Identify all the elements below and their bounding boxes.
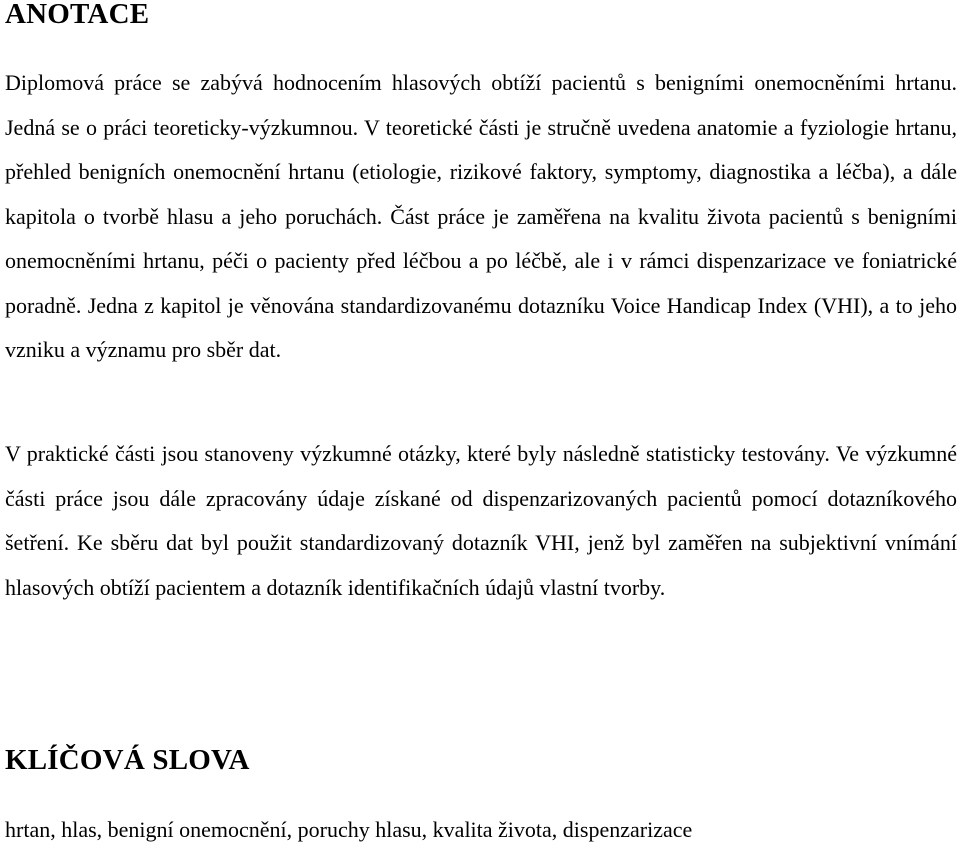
keywords-list: hrtan, hlas, benigní onemocnění, poruchy hlasu, kvalita života, dispenzarizace bbox=[5, 817, 693, 842]
keywords-heading: KLÍČOVÁ SLOVA bbox=[5, 744, 250, 776]
abstract-paragraph-2: V praktické části jsou stanoveny výzkumné otázky, které byly následně statisticky testovány. Ve výzkumné části práce jsou dále zpracovány údaje získané od dispenzarizovaných pacientů pomocí dotazníkového šetření. Ke sběru dat byl použit standardizovaný dotazník VHI, jenž byl zaměřen na subjektivní vnímání hlasových obtíží pacientem a dotazník identifikačních údajů vlastní tvorby. bbox=[5, 441, 957, 600]
abstract-heading: ANOTACE bbox=[5, 0, 150, 30]
abstract-paragraph-1: Diplomová práce se zabývá hodnocením hlasových obtíží pacientů s benigními onemocněními hrtanu. Jedná se o práci teoreticky-výzkumnou. V teoretické části je stručně uvedena anatomie a fyziologie hrtanu, přehled benigních onemocnění hrtanu (etiologie, rizikové faktory, symptomy, diagnostika a léčba), a dále kapitola o tvorbě hlasu a jeho poruchách. Část práce je zaměřena na kvalitu života pacientů s benigními onemocněními hrtanu, péči o pacienty před léčbou a po léčbě, ale i v rámci dispenzarizace ve foniatrické poradně. Jedna z kapitol je věnována standardizovanému dotazníku Voice Handicap Index (VHI), a to jeho vzniku a významu pro sběr dat. bbox=[5, 70, 957, 362]
